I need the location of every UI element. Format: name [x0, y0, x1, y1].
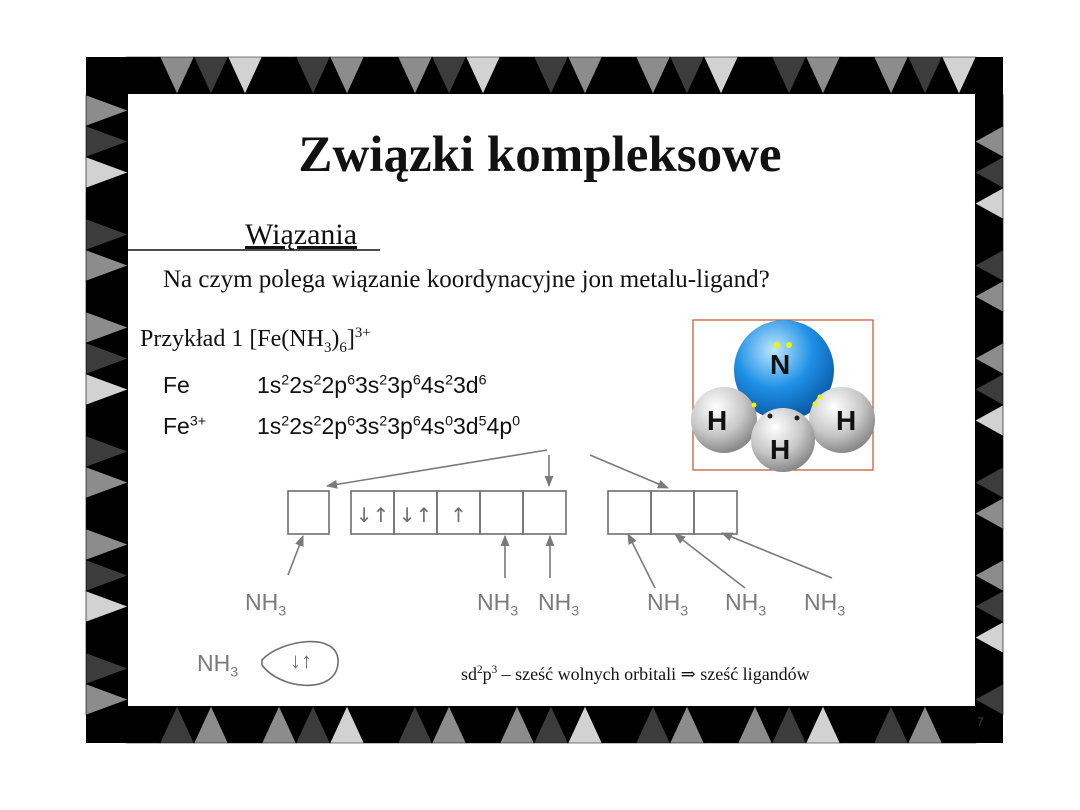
fe-config-exponent: 6: [412, 372, 421, 389]
fe3-config-term: 4p: [486, 413, 513, 439]
fe3-config-exponent: 6: [347, 413, 355, 430]
slide-title: Związki kompleksowe: [298, 127, 782, 183]
example-mid: ): [331, 326, 340, 352]
fe-config-exponent: 2: [281, 372, 290, 389]
fe3-config-exponent: 0: [445, 413, 453, 430]
lone-pair-ligand-label: $NH_3$: [197, 650, 239, 681]
fe3-config-term: 3s: [355, 413, 380, 439]
d-orbital-electrons: ↓↑: [355, 503, 390, 527]
d-orbital-electrons: ↓↑: [398, 503, 433, 527]
fe-config-term: 4s: [420, 372, 446, 398]
fe3-charge: 3+: [189, 413, 207, 430]
fe3-config-exponent: 5: [478, 413, 487, 430]
fe-config-term: 3p: [387, 372, 413, 398]
fe3-config-term: 1s: [257, 413, 282, 439]
ligand-label: $NH_3$: [647, 589, 689, 620]
lone-pair-arrows: ↓↑: [290, 648, 312, 673]
fe3-config-exponent: 0: [512, 413, 521, 430]
fe3-config-term: 2p: [321, 413, 348, 439]
fe-config-term: 1s: [257, 372, 282, 398]
fe-config-exponent: 2: [313, 372, 322, 389]
fe3-config-term: 3p: [387, 413, 413, 439]
page-number: 7: [977, 715, 984, 729]
ligand-label: $NH_3$: [245, 589, 287, 620]
ligand-label: $NH_3$: [725, 589, 767, 620]
fe3-config-exponent: 6: [412, 413, 421, 430]
fe-config-term: 2s: [289, 372, 314, 398]
fe-config-exponent: 2: [379, 372, 388, 389]
example-close: ]: [346, 326, 355, 352]
atom-label-h-front: H: [770, 434, 791, 465]
question-text: Na czym polega wiązanie koordynacyjne jon metalu-ligand?: [163, 266, 770, 293]
section-heading: Wiązania: [245, 218, 358, 251]
fe3-config-exponent: 2: [281, 413, 290, 430]
ligand-label: $NH_3$: [477, 589, 519, 620]
d-orbital-electrons: ↑: [450, 503, 467, 527]
fe-config-exponent: 6: [478, 372, 487, 389]
fe-config-exponent: 2: [445, 372, 453, 389]
example-sub-6: 6: [339, 339, 347, 356]
ligand-label: $NH_3$: [538, 589, 580, 620]
fe3-config-term: 2s: [289, 413, 314, 439]
fe3-symbol: Fe: [163, 413, 190, 439]
fe-config-term: 3d: [453, 372, 479, 398]
fe-config-exponent: 6: [347, 372, 355, 389]
fe3-config-term: 3d: [453, 413, 479, 439]
example-sub-3: 3: [323, 339, 332, 356]
fe3-config-exponent: 2: [313, 413, 322, 430]
fe3-config-term: 4s: [420, 413, 446, 439]
fe-config-term: 3s: [355, 372, 380, 398]
ligand-label: $NH_3$: [804, 589, 846, 620]
atom-label-n: N: [770, 349, 791, 380]
fe3-config-exponent: 2: [379, 413, 388, 430]
fe-config-term: 2p: [321, 372, 348, 398]
example-charge: 3+: [354, 325, 371, 341]
atom-label-h-left: H: [707, 405, 728, 436]
fe-label: Fe: [163, 372, 190, 398]
example-prefix: Przykład 1 [Fe(NH: [140, 326, 324, 352]
footer-note: $sd^2p^3$ – sześć wolnych orbitali ⇒ sześć ligandów: [461, 664, 810, 684]
atom-label-h-right: H: [836, 405, 857, 436]
